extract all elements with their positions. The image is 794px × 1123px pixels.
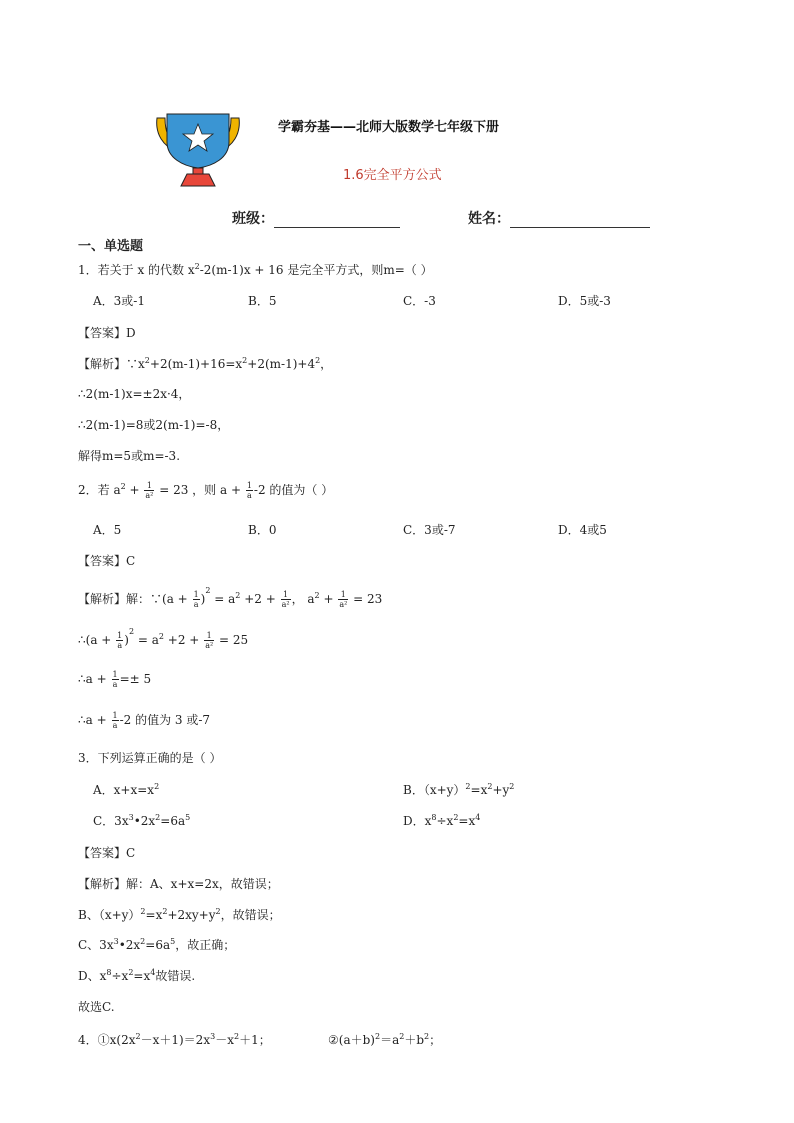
q1-analysis-3: ∴2(m-1)=8或2(m-1)=-8， bbox=[78, 418, 230, 432]
q2-answer: 【答案】C bbox=[78, 554, 136, 568]
trophy-icon bbox=[155, 112, 241, 188]
q2-analysis-3: ∴a + $\frac{1}{a}$ =± 5 bbox=[78, 670, 152, 689]
q3-option-a: A．$x+x=x^2$ bbox=[93, 782, 160, 797]
q3-option-b: B．$(x+y)^2=x^2+y^2$ bbox=[403, 782, 515, 797]
q2-option-b: B．0 bbox=[248, 523, 277, 537]
fraction: $\frac{1}{\text{a²}}$ bbox=[281, 590, 290, 609]
q1-option-b: B．5 bbox=[248, 294, 277, 308]
q1-analysis-4: 解得m=5或m=-3. bbox=[78, 449, 181, 463]
q4-part-2: $②(a+b)^2=a^2+b^2$； bbox=[328, 1032, 442, 1047]
doc-title: 学霸夯基——北师大版数学七年级下册 bbox=[278, 120, 500, 135]
fraction: $\frac{1}{a}$ bbox=[112, 711, 118, 730]
q3-analysis-5: 故选C. bbox=[78, 1000, 115, 1014]
q3-option-d: D．$x^8\div x^2=x^4$ bbox=[403, 813, 481, 828]
q3-stem: 3．下列运算正确的是（ ） bbox=[78, 751, 222, 765]
name-blank[interactable] bbox=[510, 213, 650, 228]
q1-option-c: C．-3 bbox=[403, 294, 436, 308]
q3-answer: 【答案】C bbox=[78, 846, 136, 860]
fraction: $\frac{1}{a}$ bbox=[246, 481, 252, 500]
q4-part-1: 4．$①x(2x^2-x+1)=2x^3-x^2+1$； bbox=[78, 1032, 271, 1047]
section-title: 一、单选题 bbox=[78, 239, 144, 254]
q3-analysis-3: C、$3x^3•2x^2=6a^5$，故正确； bbox=[78, 937, 236, 952]
class-blank[interactable] bbox=[274, 213, 400, 228]
q2-analysis-2: ∴(a + $\frac{1}{a}$ )$^2 = a^2 +2$ + $\frac{1}{\text{a²}}$ = 25 bbox=[78, 627, 249, 650]
fraction: $\frac{1}{\text{a²}}$ bbox=[339, 590, 348, 609]
q2-option-a: A．5 bbox=[93, 523, 122, 537]
q2-stem: 2．若 $a^2$ + $\frac{1}{\text{a²}}$ = 23 ，则 a + $\frac{1}{a}$ -2 的值为（ ） bbox=[78, 481, 334, 500]
q3-analysis-4: D、$x^8\div x^2=x^4$故错误. bbox=[78, 968, 196, 983]
q2-analysis-4: ∴a + $\frac{1}{a}$ -2 的值为 3 或-7 bbox=[78, 711, 211, 730]
q1-analysis-1: 【解析】$\because x^2+2(m-1)+16=x^2+2(m-1)+4^2$， bbox=[78, 356, 333, 371]
name-label: 姓名： bbox=[468, 211, 510, 227]
q3-analysis-2: B、$(x+y)^2=x^2+2xy+y^2$，故错误； bbox=[78, 907, 281, 922]
class-label: 班级： bbox=[232, 211, 274, 227]
q3-option-c: C．$3x^3•2x^2=6a^5$ bbox=[93, 813, 191, 828]
q1-answer: 【答案】D bbox=[78, 326, 136, 340]
q2-option-d: D．4或5 bbox=[558, 523, 607, 537]
q1-stem: 1．若关于 x 的代数 $x^2-2(m-1)x + 16$ 是完全平方式，则m=（ ） bbox=[78, 262, 433, 277]
class-field bbox=[232, 208, 400, 228]
q2-option-c: C．3或-7 bbox=[403, 523, 456, 537]
fraction: $\frac{1}{\text{a²}}$ bbox=[205, 631, 214, 650]
q1-option-d: D．5或-3 bbox=[558, 294, 611, 308]
name-field bbox=[468, 208, 650, 228]
q1-analysis-2: ∴2(m-1)x=±2x·4， bbox=[78, 387, 191, 401]
q2-analysis-1: 【解析】解：∵(a + $\frac{1}{a}$ )$^2 = a^2 +2$ + $\frac{1}{\text{a²}}$ ， $a^2$ + $\frac{1}{\text{a²}}$ = 23 bbox=[78, 586, 383, 609]
doc-subtitle: 1.6完全平方公式 bbox=[343, 168, 442, 183]
fraction: $\frac{1}{a}$ bbox=[193, 590, 199, 609]
fraction: $\frac{1}{a}$ bbox=[112, 670, 118, 689]
q1-option-a: A．3或-1 bbox=[93, 294, 145, 308]
q3-analysis-1: 【解析】解：A、x+x=2x，故错误； bbox=[78, 877, 279, 891]
fraction: $\frac{1}{\text{a²}}$ bbox=[145, 481, 154, 500]
fraction: $\frac{1}{a}$ bbox=[117, 631, 123, 650]
